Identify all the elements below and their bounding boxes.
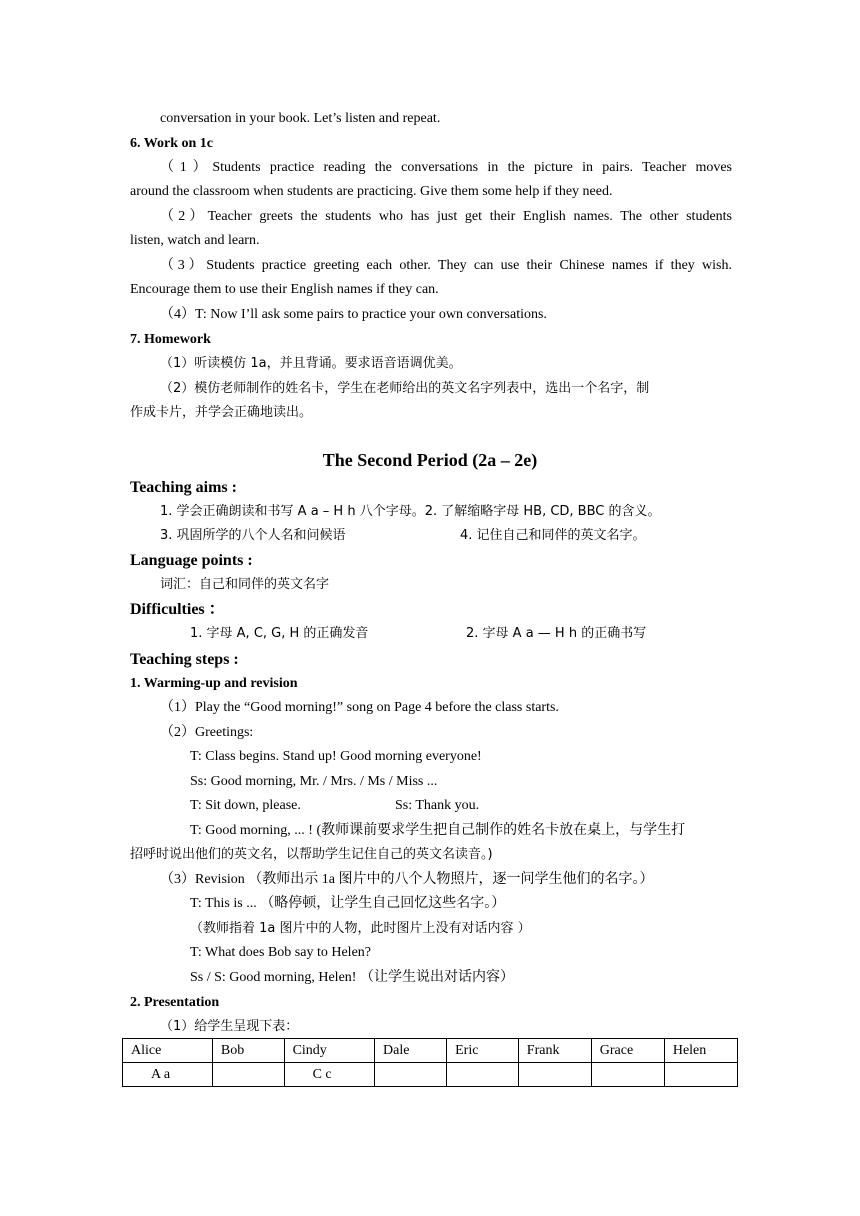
homework-item: 作成卡片，并学会正确地读出。: [130, 405, 313, 420]
table-cell: Helen: [664, 1039, 737, 1063]
difficulty-item: 2. 字母 A a — H h 的正确书写: [466, 626, 647, 641]
table-cell: [447, 1063, 519, 1087]
table-cell: Grace: [591, 1039, 664, 1063]
heading-difficulties: Difficulties ：: [130, 601, 225, 618]
table-cell: Frank: [518, 1039, 591, 1063]
step-heading: 1. Warming-up and revision: [130, 676, 298, 691]
dialogue-line: Ss: Thank you.: [395, 798, 480, 813]
homework-item: （1）听读模仿 1a，并且背诵。要求语音语调优美。: [160, 356, 462, 371]
paragraph-line: （3）Students practice greeting each other. They can use their Chinese names if they wish.: [160, 258, 732, 273]
table-cell: [591, 1063, 664, 1087]
dialogue-line: T: Sit down, please.: [190, 798, 301, 813]
step-line: （3）Revision （教师出示 1a 图片中的八个人物照片，逐一问学生他们的名字。）: [160, 872, 654, 887]
heading-teaching-steps: Teaching steps :: [130, 651, 239, 668]
paragraph-line: （4）T: Now I’ll ask some pairs to practice your own conversations.: [160, 307, 547, 322]
step-line: （1）Play the “Good morning!” song on Page 4 before the class starts.: [160, 700, 559, 715]
paragraph-line: Encourage them to use their English names if they can.: [130, 282, 439, 297]
paragraph-line: （1）Students practice reading the conversations in the picture in pairs. Teacher moves: [160, 160, 732, 175]
section-heading: 6. Work on 1c: [130, 136, 213, 151]
dialogue-line: T: Good morning, ... ! (教师课前要求学生把自己制作的姓名卡放在桌上，与学生打: [190, 823, 686, 838]
period-title: The Second Period (2a – 2e): [322, 450, 538, 470]
table-cell: [518, 1063, 591, 1087]
aim-line: 4. 记住自己和同伴的英文名字。: [460, 528, 646, 543]
step-line: （1）给学生呈现下表：: [160, 1019, 299, 1034]
paragraph-line: around the classroom when students are practicing. Give them some help if they need.: [130, 184, 613, 199]
names-table: [122, 1038, 738, 1087]
dialogue-line: Ss: Good morning, Mr. / Mrs. / Ms / Miss ...: [190, 774, 438, 789]
dialogue-line: T: Class begins. Stand up! Good morning everyone!: [190, 749, 482, 764]
table-cell: C c: [284, 1063, 374, 1087]
heading-language-points: Language points :: [130, 552, 253, 569]
table-cell: Dale: [375, 1039, 447, 1063]
table-cell: A a: [123, 1063, 213, 1087]
table-cell: [212, 1063, 284, 1087]
table-cell: [375, 1063, 447, 1087]
dialogue-line: 招呼时说出他们的英文名，以帮助学生记住自己的英文名读音。): [130, 847, 493, 862]
step-line: （2）Greetings:: [160, 725, 254, 740]
difficulty-item: 1. 字母 A, C, G, H 的正确发音: [190, 626, 369, 641]
dialogue-line: Ss / S: Good morning, Helen! （让学生说出对话内容）: [190, 970, 514, 985]
aim-line: 1. 学会正确朗读和书写 A a – H h 八个字母。2. 了解缩略字母 HB, CD, BBC 的含义。: [160, 504, 661, 519]
table-cell: Bob: [212, 1039, 284, 1063]
paragraph-line: （2）Teacher greets the students who has just get their English names. The other students: [160, 209, 732, 224]
table-cell: Cindy: [284, 1039, 374, 1063]
homework-item: （2）模仿老师制作的姓名卡，学生在老师给出的英文名字列表中，选出一个名字，制: [160, 381, 650, 396]
table-row: [123, 1063, 738, 1087]
table-cell: Alice: [123, 1039, 213, 1063]
language-point: 词汇：自己和同伴的英文名字: [160, 577, 330, 592]
table-cell: Eric: [447, 1039, 519, 1063]
heading-teaching-aims: Teaching aims :: [130, 479, 237, 496]
step-heading: 2. Presentation: [130, 995, 220, 1010]
dialogue-line: T: What does Bob say to Helen?: [190, 945, 372, 960]
section-heading: 7. Homework: [130, 332, 211, 347]
text-line: conversation in your book. Let’s listen and repeat.: [160, 111, 441, 126]
table-row: [123, 1039, 738, 1063]
paragraph-line: listen, watch and learn.: [130, 233, 260, 248]
dialogue-line: （教师指着 1a 图片中的人物，此时图片上没有对话内容 ）: [190, 921, 531, 936]
aim-line: 3. 巩固所学的八个人名和问候语: [160, 528, 346, 543]
dialogue-line: T: This is ... （略停顿，让学生自己回忆这些名字。）: [190, 896, 506, 911]
table-cell: [664, 1063, 737, 1087]
